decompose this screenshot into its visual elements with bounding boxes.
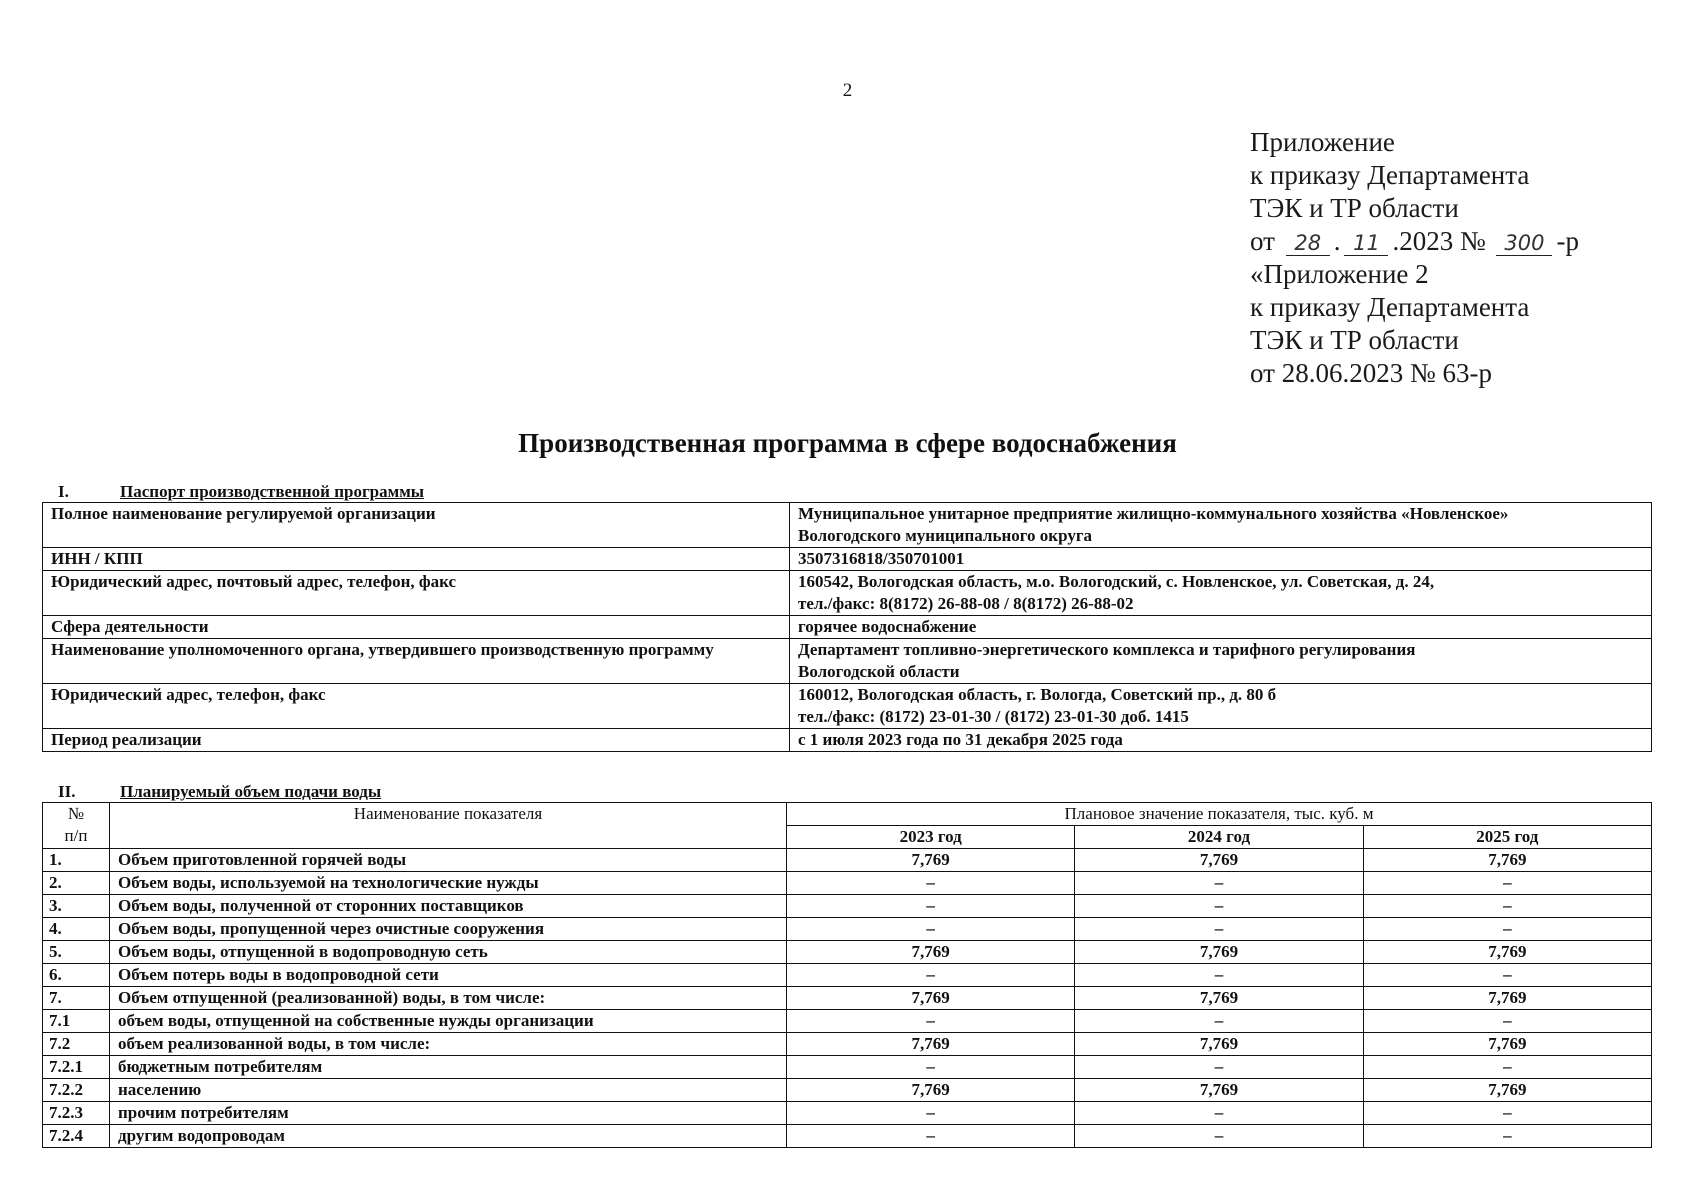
plan-value: –	[787, 918, 1075, 941]
appendix-line: «Приложение 2	[1250, 259, 1429, 289]
passport-key: Наименование уполномоченного органа, утвердившего производственную программу	[43, 639, 790, 684]
indicator-name: Объем воды, пропущенной через очистные сооружения	[110, 918, 787, 941]
plan-value: –	[1075, 964, 1363, 987]
section2-num: II.	[58, 782, 76, 801]
plan-value: –	[1075, 872, 1363, 895]
passport-row	[43, 684, 1652, 729]
volume-row	[43, 1033, 1652, 1056]
volume-row	[43, 895, 1652, 918]
plan-value: 7,769	[787, 1079, 1075, 1102]
row-number: 2.	[43, 872, 110, 895]
indicator-name: Объем приготовленной горячей воды	[110, 849, 787, 872]
plan-value: 7,769	[1363, 987, 1651, 1010]
plan-value: 7,769	[1363, 941, 1651, 964]
passport-value-line2: тел./факс: (8172) 23-01-30 / (8172) 23-01-30 доб. 1415	[798, 707, 1189, 726]
indicator-name: Объем воды, используемой на технологические нужды	[110, 872, 787, 895]
passport-value-line1: 160012, Вологодская область, г. Вологда, Советский пр., д. 80 б	[798, 685, 1277, 704]
plan-value: 7,769	[1363, 1079, 1651, 1102]
volume-row	[43, 1010, 1652, 1033]
volume-row	[43, 918, 1652, 941]
plan-value: –	[1075, 918, 1363, 941]
passport-key: Юридический адрес, почтовый адрес, телефон, факс	[43, 571, 790, 616]
row-number: 5.	[43, 941, 110, 964]
passport-value-line2: Вологодского муниципального округа	[798, 526, 1093, 545]
appendix-line: к приказу Департамента	[1250, 292, 1530, 322]
passport-key: Сфера деятельности	[43, 616, 790, 639]
passport-row	[43, 616, 1652, 639]
document-title: Производственная программа в сфере водоснабжения	[518, 428, 1177, 458]
plan-value: –	[787, 872, 1075, 895]
row-number: 7.1	[43, 1010, 110, 1033]
passport-value-line2: Вологодской области	[798, 662, 960, 681]
plan-value: –	[787, 1125, 1075, 1148]
plan-value: –	[787, 1056, 1075, 1079]
passport-value	[790, 503, 1652, 548]
passport-row	[43, 571, 1652, 616]
row-number: 7.2.4	[43, 1125, 110, 1148]
plan-value: –	[787, 895, 1075, 918]
appendix-from: от	[1250, 226, 1275, 256]
handwritten-month: 11	[1344, 231, 1388, 256]
plan-value: –	[787, 1102, 1075, 1125]
volume-header-row	[43, 803, 1652, 826]
plan-value: –	[1363, 964, 1651, 987]
indicator-name: Объем воды, полученной от сторонних поставщиков	[110, 895, 787, 918]
plan-value: –	[787, 964, 1075, 987]
passport-value-line1: горячее водоснабжение	[798, 617, 977, 636]
indicator-name: населению	[110, 1079, 787, 1102]
row-number: 6.	[43, 964, 110, 987]
col-num-header	[43, 803, 110, 849]
plan-value: –	[1363, 1125, 1651, 1148]
indicator-name: Объем воды, отпущенной в водопроводную сеть	[110, 941, 787, 964]
section2-heading	[58, 782, 381, 802]
page-number: 2	[842, 80, 853, 101]
plan-value: 7,769	[787, 941, 1075, 964]
section2-title: Планируемый объем подачи воды	[120, 782, 382, 801]
appendix-line: ТЭК и ТР области	[1250, 325, 1459, 355]
section1-title: Паспорт производственной программы	[120, 482, 425, 501]
passport-value-line2: тел./факс: 8(8172) 26-88-08 / 8(8172) 26-88-02	[798, 594, 1134, 613]
passport-row	[43, 548, 1652, 571]
plan-value: –	[1363, 1102, 1651, 1125]
plan-value: –	[1363, 918, 1651, 941]
plan-value: –	[1075, 1010, 1363, 1033]
volume-row	[43, 872, 1652, 895]
passport-key: ИНН / КПП	[43, 548, 790, 571]
appendix-block	[1250, 126, 1579, 390]
indicator-name: Объем потерь воды в водопроводной сети	[110, 964, 787, 987]
volume-row	[43, 1102, 1652, 1125]
indicator-name: прочим потребителям	[110, 1102, 787, 1125]
plan-value: 7,769	[1363, 849, 1651, 872]
indicator-name: объем воды, отпущенной на собственные нужды организации	[110, 1010, 787, 1033]
plan-value: –	[1363, 1056, 1651, 1079]
indicator-name: другим водопроводам	[110, 1125, 787, 1148]
plan-value: –	[1363, 872, 1651, 895]
passport-row	[43, 503, 1652, 548]
passport-key: Юридический адрес, телефон, факс	[43, 684, 790, 729]
volume-table	[42, 802, 1652, 1148]
volume-row	[43, 849, 1652, 872]
passport-value-line1: 3507316818/350701001	[798, 549, 965, 568]
passport-value-line1: Департамент топливно-энергетического комплекса и тарифного регулирования	[798, 640, 1416, 659]
row-number: 7.	[43, 987, 110, 1010]
plan-value: –	[1075, 1102, 1363, 1125]
plan-value: 7,769	[1075, 849, 1363, 872]
volume-row	[43, 964, 1652, 987]
passport-value-line1: Муниципальное унитарное предприятие жилищно-коммунального хозяйства «Новленское»	[798, 504, 1509, 523]
plan-value: –	[1075, 1056, 1363, 1079]
plan-value: 7,769	[1075, 987, 1363, 1010]
passport-value	[790, 616, 1652, 639]
row-number: 1.	[43, 849, 110, 872]
appendix-suffix: -р	[1556, 226, 1579, 256]
appendix-line: ТЭК и ТР области	[1250, 193, 1459, 223]
plan-value: –	[1363, 1010, 1651, 1033]
plan-value: 7,769	[1075, 1033, 1363, 1056]
row-number: 7.2.3	[43, 1102, 110, 1125]
row-number: 7.2.1	[43, 1056, 110, 1079]
plan-value: 7,769	[787, 1033, 1075, 1056]
volume-row	[43, 1125, 1652, 1148]
section1-heading	[58, 482, 424, 502]
handwritten-day: 28	[1286, 231, 1330, 256]
plan-value: 7,769	[1363, 1033, 1651, 1056]
passport-key: Период реализации	[43, 729, 790, 752]
indicator-name: объем реализованной воды, в том числе:	[110, 1033, 787, 1056]
passport-value	[790, 548, 1652, 571]
row-number: 3.	[43, 895, 110, 918]
appendix-order-line: от 28 . 11 .2023 № 300 -р	[1250, 226, 1579, 256]
year-header: 2024 год	[1075, 826, 1363, 849]
col-num-line1: №	[67, 804, 85, 823]
appendix-year: .2023 №	[1392, 226, 1486, 256]
volume-row	[43, 987, 1652, 1010]
plan-value: 7,769	[787, 849, 1075, 872]
passport-value	[790, 729, 1652, 752]
passport-row	[43, 729, 1652, 752]
year-header: 2023 год	[787, 826, 1075, 849]
plan-value: –	[787, 1010, 1075, 1033]
section1-num: I.	[58, 482, 69, 501]
passport-value	[790, 684, 1652, 729]
handwritten-order-number: 300	[1496, 231, 1552, 256]
year-header: 2025 год	[1363, 826, 1651, 849]
passport-value-line1: 160542, Вологодская область, м.о. Вологодский, с. Новленское, ул. Советская, д. 24,	[798, 572, 1435, 591]
plan-value: 7,769	[787, 987, 1075, 1010]
volume-row	[43, 1079, 1652, 1102]
indicator-name: бюджетным потребителям	[110, 1056, 787, 1079]
passport-value-line1: с 1 июля 2023 года по 31 декабря 2025 года	[798, 730, 1123, 749]
row-number: 7.2	[43, 1033, 110, 1056]
col-name-header: Наименование показателя	[110, 803, 787, 849]
passport-value	[790, 639, 1652, 684]
col-num-line2: п/п	[64, 826, 88, 845]
passport-table	[42, 502, 1652, 752]
plan-value: –	[1075, 1125, 1363, 1148]
passport-row	[43, 639, 1652, 684]
appendix-line: к приказу Департамента	[1250, 160, 1530, 190]
plan-value: –	[1075, 895, 1363, 918]
row-number: 4.	[43, 918, 110, 941]
appendix-line: Приложение	[1250, 127, 1395, 157]
passport-key: Полное наименование регулируемой организации	[43, 503, 790, 548]
indicator-name: Объем отпущенной (реализованной) воды, в том числе:	[110, 987, 787, 1010]
passport-value	[790, 571, 1652, 616]
volume-row	[43, 1056, 1652, 1079]
plan-value: 7,769	[1075, 941, 1363, 964]
row-number: 7.2.2	[43, 1079, 110, 1102]
plan-value: 7,769	[1075, 1079, 1363, 1102]
plan-value: –	[1363, 895, 1651, 918]
volume-row	[43, 941, 1652, 964]
appendix-line: от 28.06.2023 № 63-р	[1250, 358, 1492, 388]
col-plan-header: Плановое значение показателя, тыс. куб. м	[787, 803, 1652, 826]
